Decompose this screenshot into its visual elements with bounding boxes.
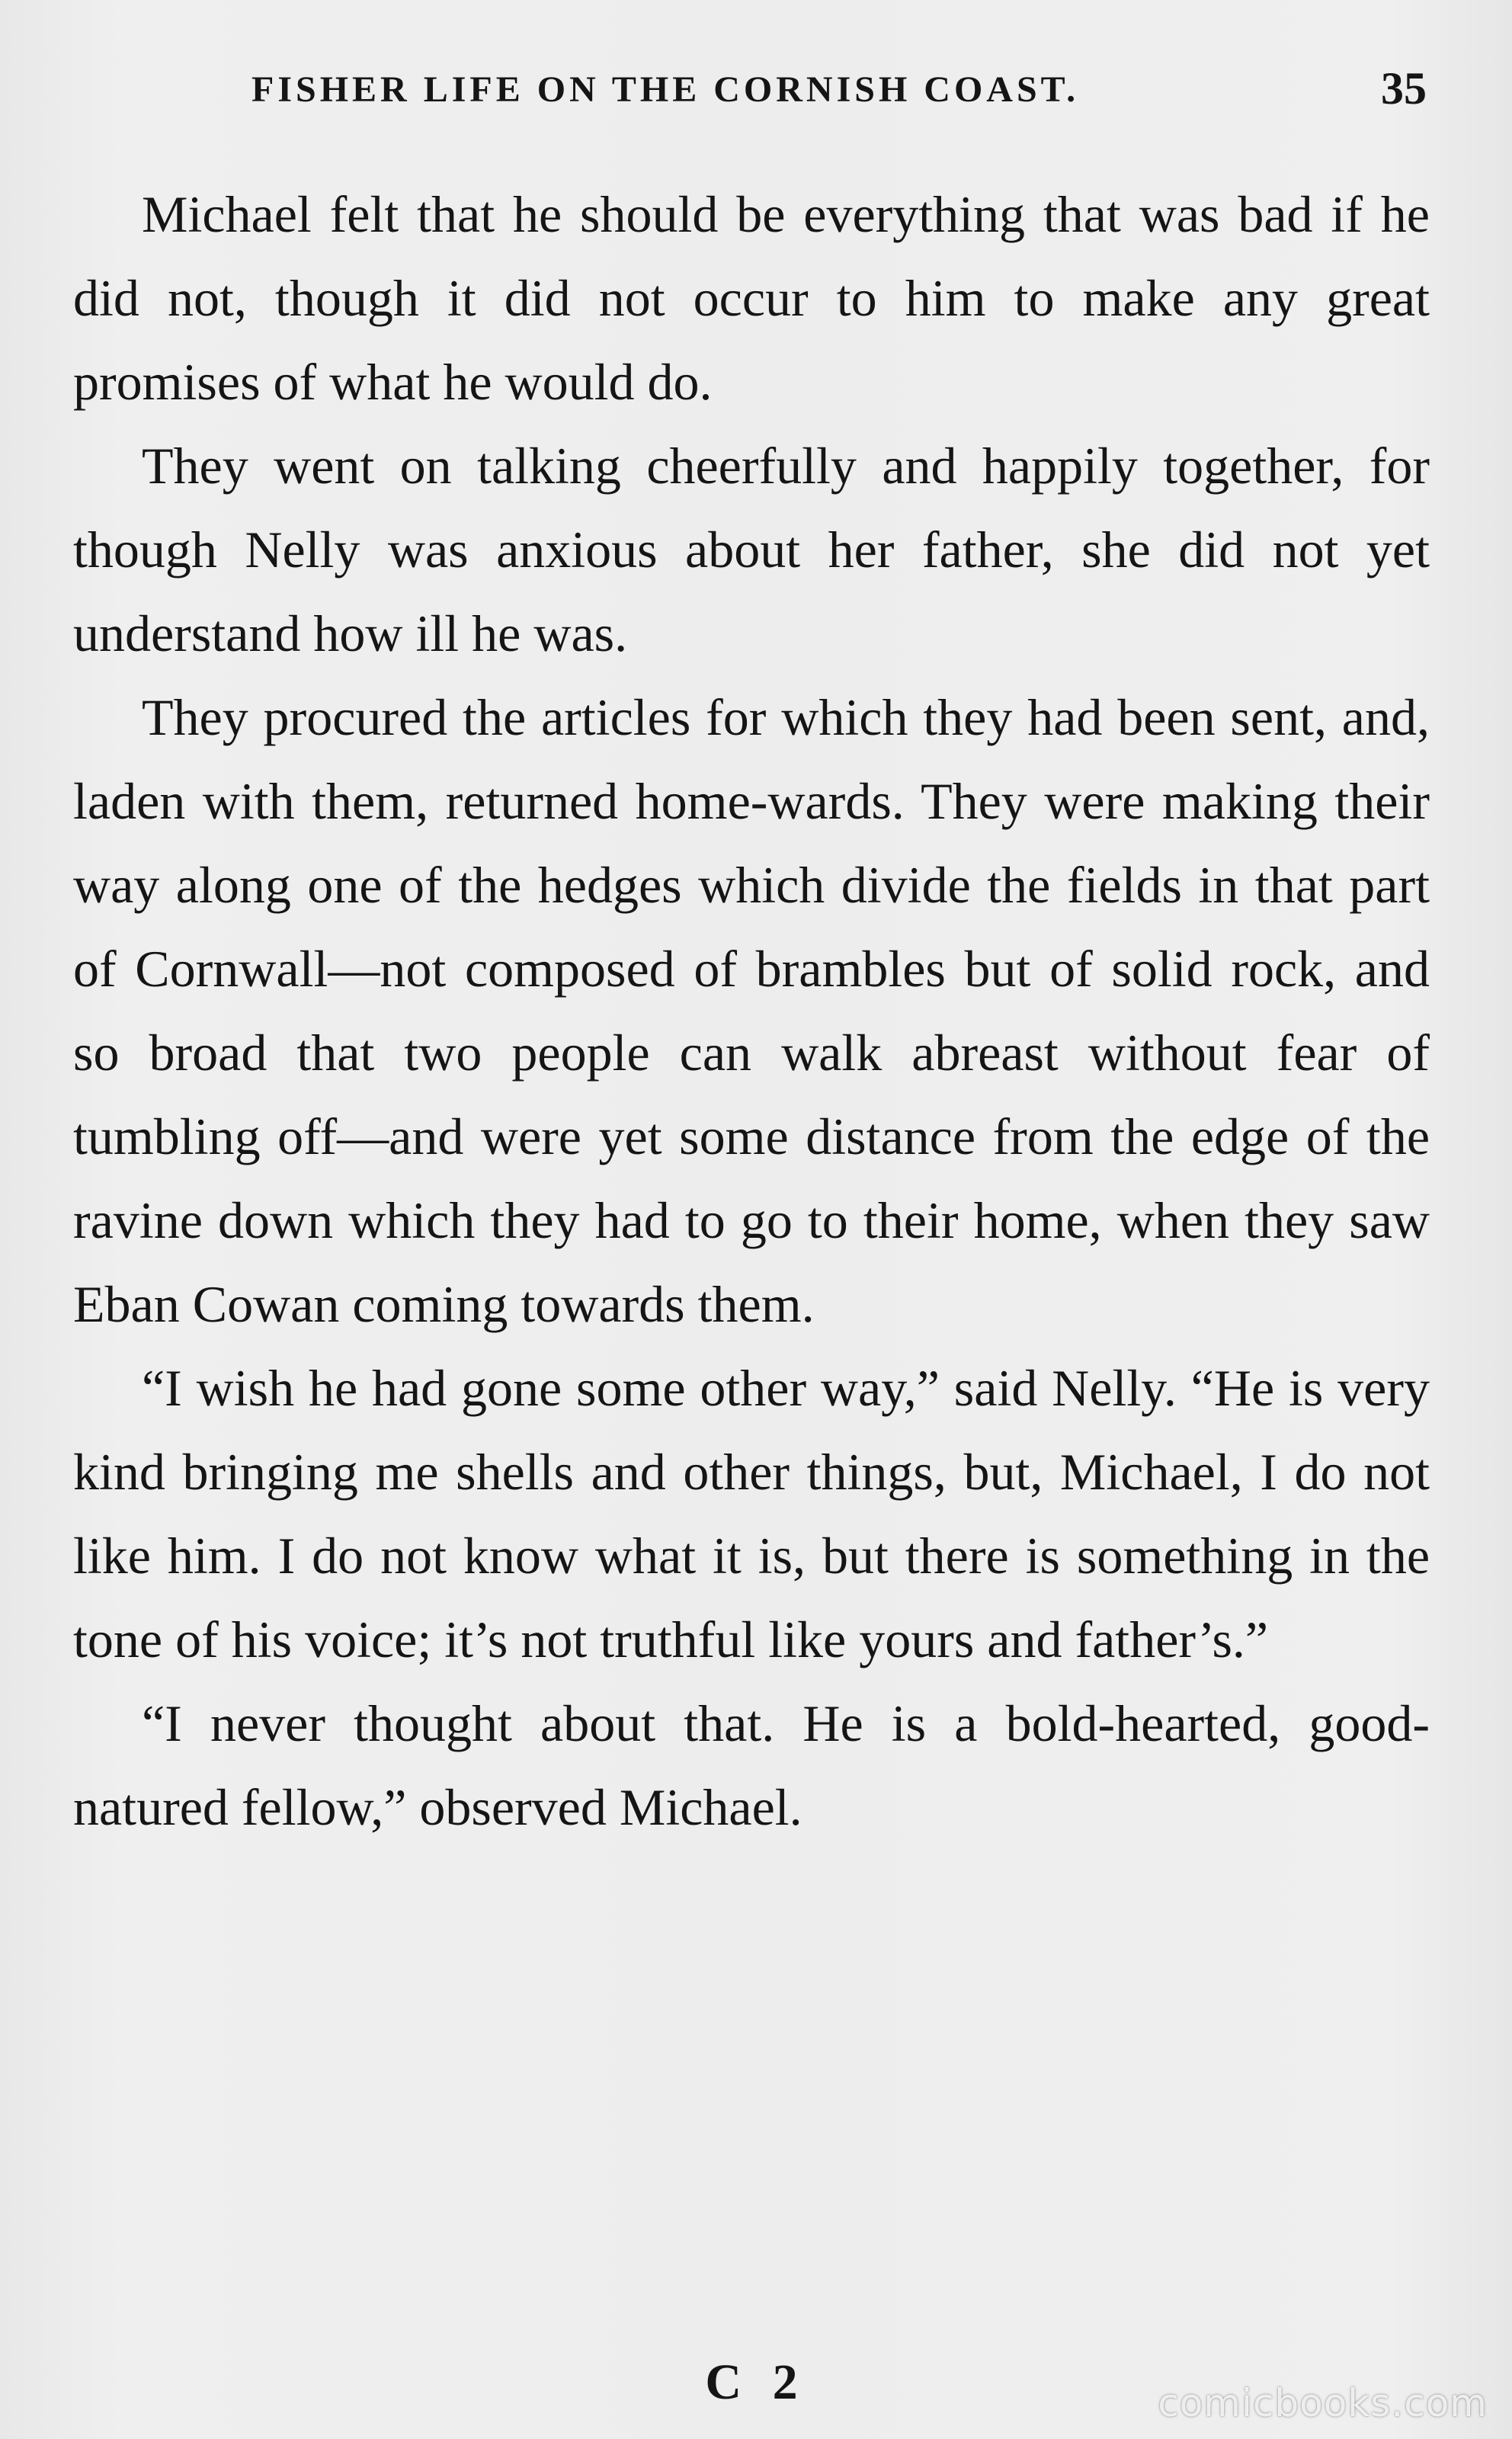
paragraph-4: “I wish he had gone some other way,” said Nelly. “He is very kind bringing me shells and other things, but, Michael, I do not like him. I do not know what it is, but there is something in the tone of his voice; it’s not truthful like yours and father’s.”	[73, 1359, 1430, 1668]
paragraph-2: They went on talking cheerfully and happily together, for though Nelly was anxious about her father, she did not yet understand how ill he was.	[73, 437, 1430, 662]
watermark: comicbooks.com	[1158, 2381, 1488, 2425]
page-header	[251, 62, 1427, 123]
running-head: FISHER LIFE ON THE CORNISH COAST.	[251, 69, 1080, 110]
page-number: 35	[1381, 63, 1427, 114]
paragraph-1: Michael felt that he should be everything that was bad if he did not, though it did not occur to him to make any great promises of what he would do.	[73, 185, 1430, 411]
body-text	[73, 172, 1430, 1849]
paragraph-5: “I never thought about that. He is a bold-hearted, good-natured fellow,” observed Michael.	[73, 1694, 1430, 1836]
signature-mark: C 2	[705, 2354, 807, 2410]
paragraph-3: They procured the articles for which they had been sent, and, laden with them, returned home-wards. They were making their way along one of the hedges which divide the fields in that part of Cornwall—not composed of brambles but of solid rock, and so broad that two people can walk abreast without fear of tumbling off—and were yet some distance from the edge of the ravine down which they had to go to their home, when they saw Eban Cowan coming towards them.	[73, 688, 1430, 1333]
